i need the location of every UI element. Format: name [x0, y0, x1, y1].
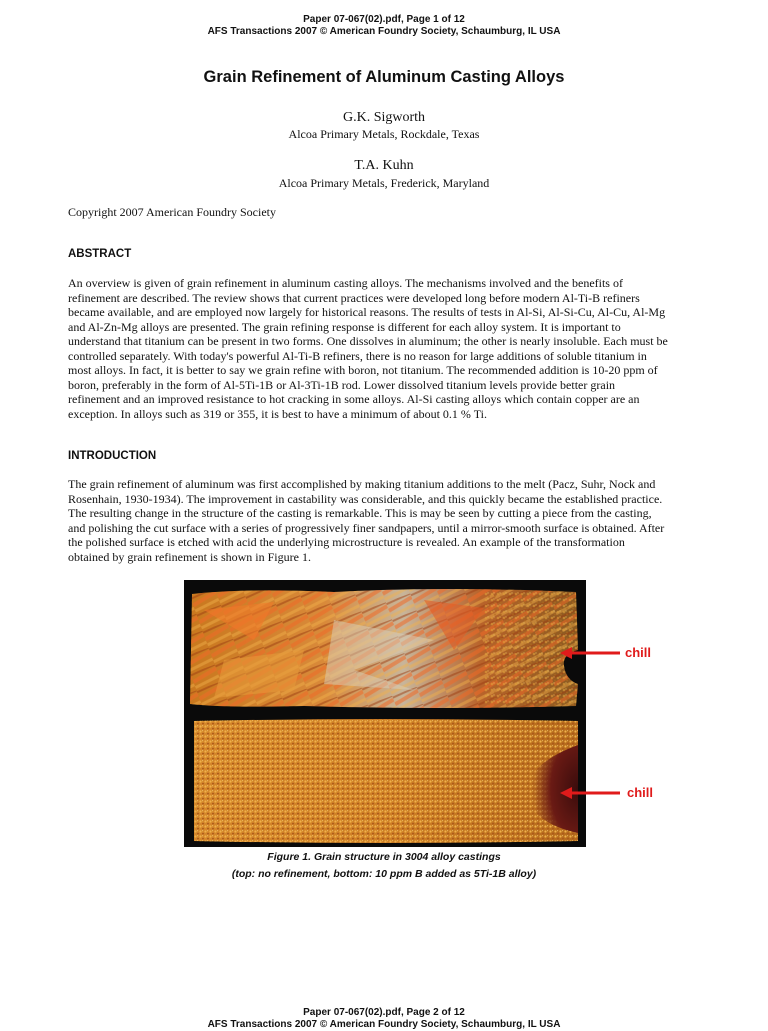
- introduction-line: The resulting change in the structure of the casting is remarkable. This is may be seen by cutting a piece from the casting,: [68, 506, 652, 520]
- refined-casting-image: [184, 715, 586, 847]
- page-header: [0, 14, 768, 38]
- introduction-heading: INTRODUCTION: [68, 450, 157, 462]
- abstract-line: refinement and an improved resistance to hot cracking in some alloys. Al-Si casting alloys which contain copper are an: [68, 392, 640, 406]
- author-name-2: T.A. Kuhn: [354, 158, 414, 173]
- abstract-paragraph: [68, 276, 704, 421]
- header-line-1: Paper 07-067(02).pdf, Page 1 of 12: [303, 14, 465, 25]
- chill-label-bottom: chill: [627, 785, 654, 800]
- chill-arrow-top-icon: [560, 646, 622, 660]
- abstract-line: controlled separately. With today's powerful Al-Ti-B refiners, there is no reason for large additions of soluble titanium in: [68, 348, 647, 363]
- abstract-line: understand that titanium can be present in two forms. One dissolves in aluminum; the other is nearly insoluble. Each must be: [68, 334, 668, 348]
- abstract-line: exception. In alloys such as 319 or 355, it is best to have a minimum of about 0.1 % Ti.: [68, 406, 487, 421]
- chill-label-top: chill: [625, 645, 652, 660]
- unrefined-casting-image: [184, 580, 586, 712]
- introduction-line: obtained by grain refinement is shown in Figure 1.: [68, 549, 311, 564]
- introduction-line: Rosenhain, 1930-1934). The improvement in castability was considerable, and this quickly became the established practice.: [68, 491, 663, 506]
- abstract-line: boron, preferably in the form of Al-5Ti-1B or Al-3Ti-1B rod. Lower dissolved titanium levels provide better grain: [68, 377, 616, 392]
- introduction-line: The grain refinement of aluminum was first accomplished by making titanium additions to the melt (Pacz, Suhr, Nock and: [68, 477, 656, 491]
- paper-title: Grain Refinement of Aluminum Casting Alloys: [203, 68, 565, 86]
- introduction-paragraph: [68, 477, 704, 564]
- author-name-1: G.K. Sigworth: [342, 110, 426, 125]
- abstract-line: refinement are described. The review shows that current practices were developed long before modern Al-Ti-B refiners: [68, 290, 640, 305]
- introduction-line: and polishing the cut surface with a series of progressively finer sandpapers, until a mirror-smooth surface is obtained. After: [68, 520, 665, 535]
- abstract-line: and Al-Zn-Mg alloys are presented. The grain refining response is different for each alloy system. It is important to: [68, 319, 621, 334]
- abstract-line: An overview is given of grain refinement in aluminum casting alloys. The mechanisms involved and the benefits of: [68, 276, 623, 290]
- abstract-heading: ABSTRACT: [68, 248, 132, 260]
- next-header-line-2: AFS Transactions 2007 © American Foundry Society, Schaumburg, IL USA: [207, 1019, 561, 1030]
- copyright-notice: Copyright 2007 American Foundry Society: [68, 205, 276, 219]
- figure-caption-line-1: Figure 1. Grain structure in 3004 alloy castings: [267, 851, 501, 863]
- figure-1-micrographs: [184, 580, 586, 847]
- introduction-line: the polished surface is etched with acid the underlying microstructure is revealed. An example of the transformation: [68, 535, 625, 549]
- abstract-line: most alloys. In fact, it is better to say we grain refine with boron, not titanium. The recommended addition is 10-20 ppm of: [68, 363, 658, 377]
- author-affiliation-2: Alcoa Primary Metals, Frederick, Maryland: [278, 176, 490, 190]
- figure-caption-line-2: (top: no refinement, bottom: 10 ppm B added as 5Ti-1B alloy): [231, 868, 537, 880]
- header-line-2: AFS Transactions 2007 © American Foundry Society, Schaumburg, IL USA: [207, 26, 561, 37]
- next-page-header: [0, 1007, 768, 1031]
- author-affiliation-1: Alcoa Primary Metals, Rockdale, Texas: [288, 127, 480, 141]
- chill-arrow-bottom-icon: [560, 786, 622, 800]
- abstract-line: became available, and are employed now largely for historical reasons. The results of tests in Al-Si, Al-Si-Cu, Al-Cu, Al-Mg: [68, 305, 666, 319]
- next-header-line-1: Paper 07-067(02).pdf, Page 2 of 12: [303, 1007, 465, 1018]
